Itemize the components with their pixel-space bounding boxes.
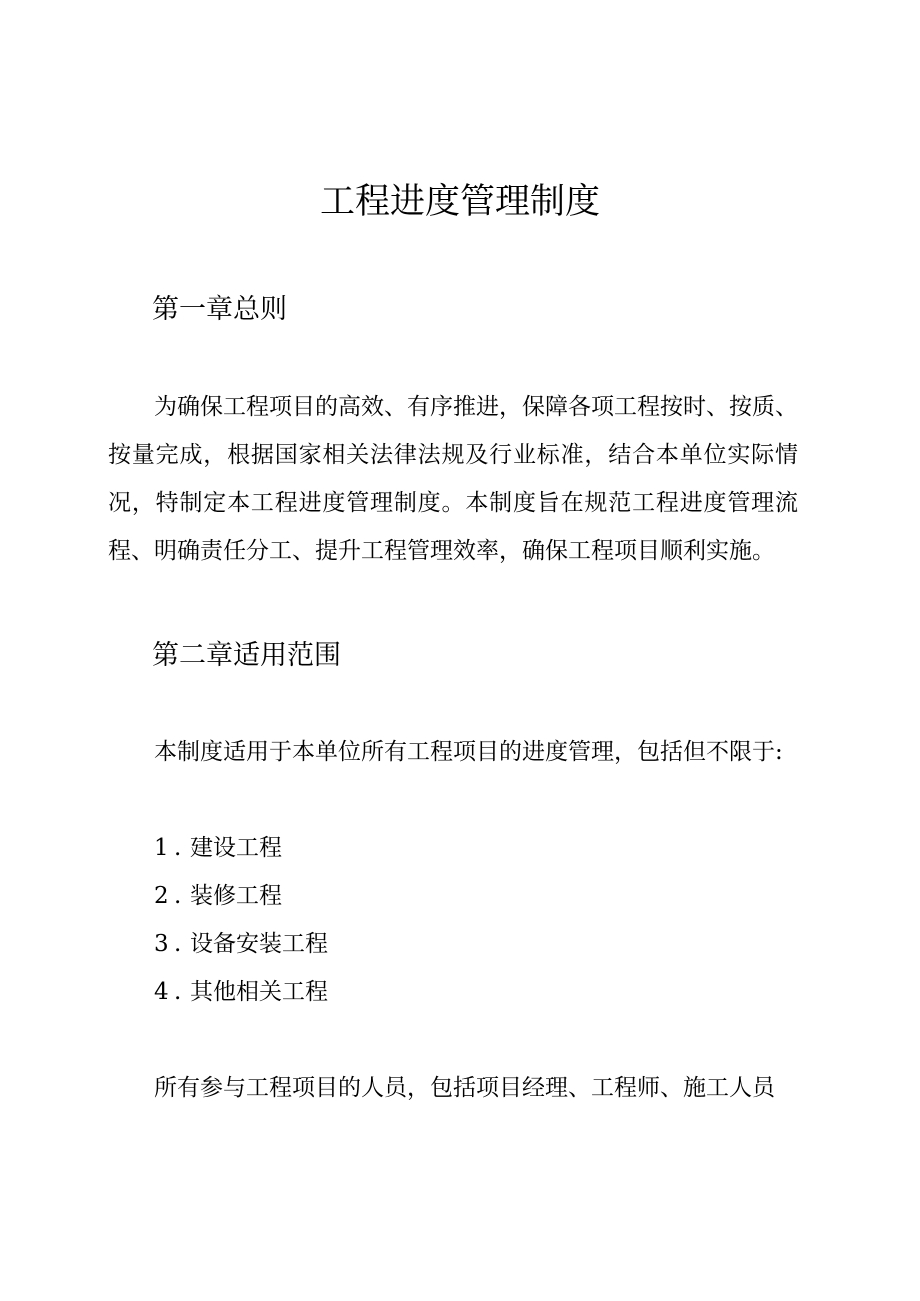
chapter-1-heading: 第一章总则 — [152, 294, 287, 325]
list-item — [154, 872, 328, 920]
list-item-separator: . — [174, 883, 182, 909]
list-item-label: 其他相关工程 — [190, 979, 328, 1005]
list-item-separator: . — [174, 931, 182, 957]
list-item — [154, 824, 328, 872]
list-item-separator: . — [174, 979, 182, 1005]
list-item-number: 1 — [154, 835, 169, 861]
list-item — [154, 920, 328, 968]
list-item — [154, 968, 328, 1016]
list-item-label: 设备安装工程 — [190, 931, 328, 957]
chapter-2-intro: 本制度适用于本单位所有工程项目的进度管理，包括但不限于: — [154, 739, 783, 765]
chapter-1-paragraph: 为确保工程项目的高效、有序推进，保障各项工程按时、按质、按量完成，根据国家相关法律法规及行业标准，结合本单位实际情况，特制定本工程进度管理制度。本制度旨在规范工程进度管理流程、明确责任分工、提升工程管理效率，确保工程项目顺利实施。 — [108, 394, 798, 564]
list-item-number: 3 — [154, 931, 169, 957]
page-title: 工程进度管理制度 — [319, 182, 600, 222]
list-item-separator: . — [174, 835, 182, 861]
list-item-number: 4 — [154, 979, 169, 1005]
list-item-label: 建设工程 — [190, 835, 282, 861]
scope-list — [154, 824, 328, 1016]
chapter-2-closing: 所有参与工程项目的人员，包括项目经理、工程师、施工人员 — [154, 1075, 775, 1101]
list-item-number: 2 — [154, 883, 169, 909]
chapter-2-heading: 第二章适用范围 — [152, 640, 341, 671]
list-item-label: 装修工程 — [190, 883, 282, 909]
